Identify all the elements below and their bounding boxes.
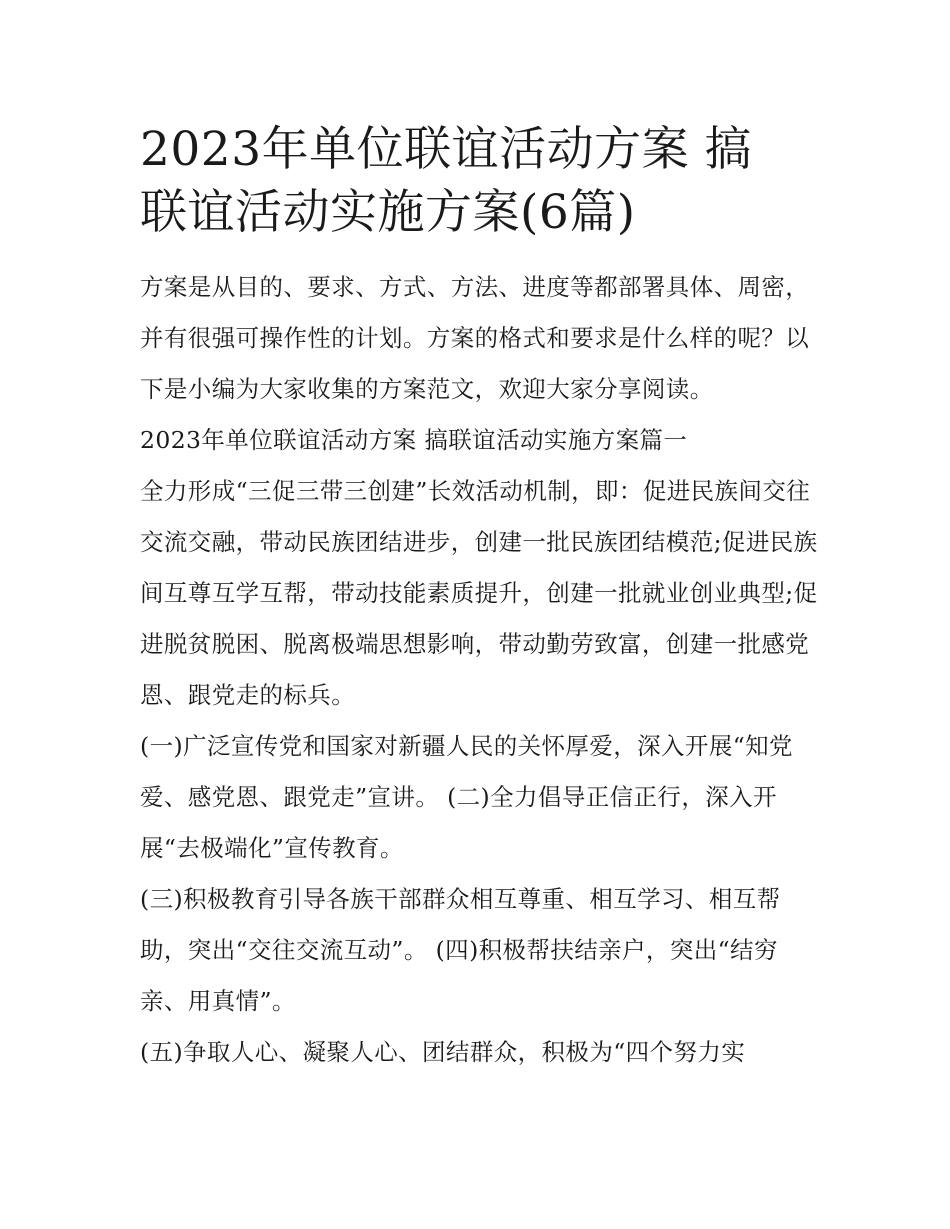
- body-paragraph: (五)争取人心、凝聚人心、团结群众，积极为“四个努力实: [140, 1038, 746, 1066]
- body-paragraph: (三)积极教育引导各族干部群众相互尊重、相互学习、相互帮助，突出“交往交流互动”。 (四)积极帮扶结亲户，突出“结穷亲、用真情”。: [140, 885, 781, 1015]
- document-page: [140, 118, 820, 1078]
- title-line-1: 2023年单位联谊活动方案 搞: [140, 122, 753, 177]
- section-heading: 2023年单位联谊活动方案 搞联谊活动实施方案篇一: [140, 426, 688, 454]
- document-title: [140, 118, 820, 244]
- body-paragraph: (一)广泛宣传党和国家对新疆人民的关怀厚爱，深入开展“知党爱、感党恩、跟党走”宣讲。 (二)全力倡导正信正行，深入开展“去极端化”宣传教育。: [140, 732, 793, 862]
- intro-paragraph: 方案是从目的、要求、方式、方法、进度等都部署具体、周密，并有很强可操作性的计划。方案的格式和要求是什么样的呢？以下是小编为大家收集的方案范文，欢迎大家分享阅读。: [140, 273, 810, 403]
- title-line-2: 联谊活动实施方案(6篇): [140, 185, 636, 240]
- body-paragraph: 全力形成“三促三带三创建”长效活动机制，即：促进民族间交往交流交融，带动民族团结进步，创建一批民族团结模范;促进民族间互尊互学互帮，带动技能素质提升，创建一批就业创业典型;促进脱贫脱困、脱离极端思想影响，带动勤劳致富，创建一批感党恩、跟党走的标兵。: [140, 477, 818, 709]
